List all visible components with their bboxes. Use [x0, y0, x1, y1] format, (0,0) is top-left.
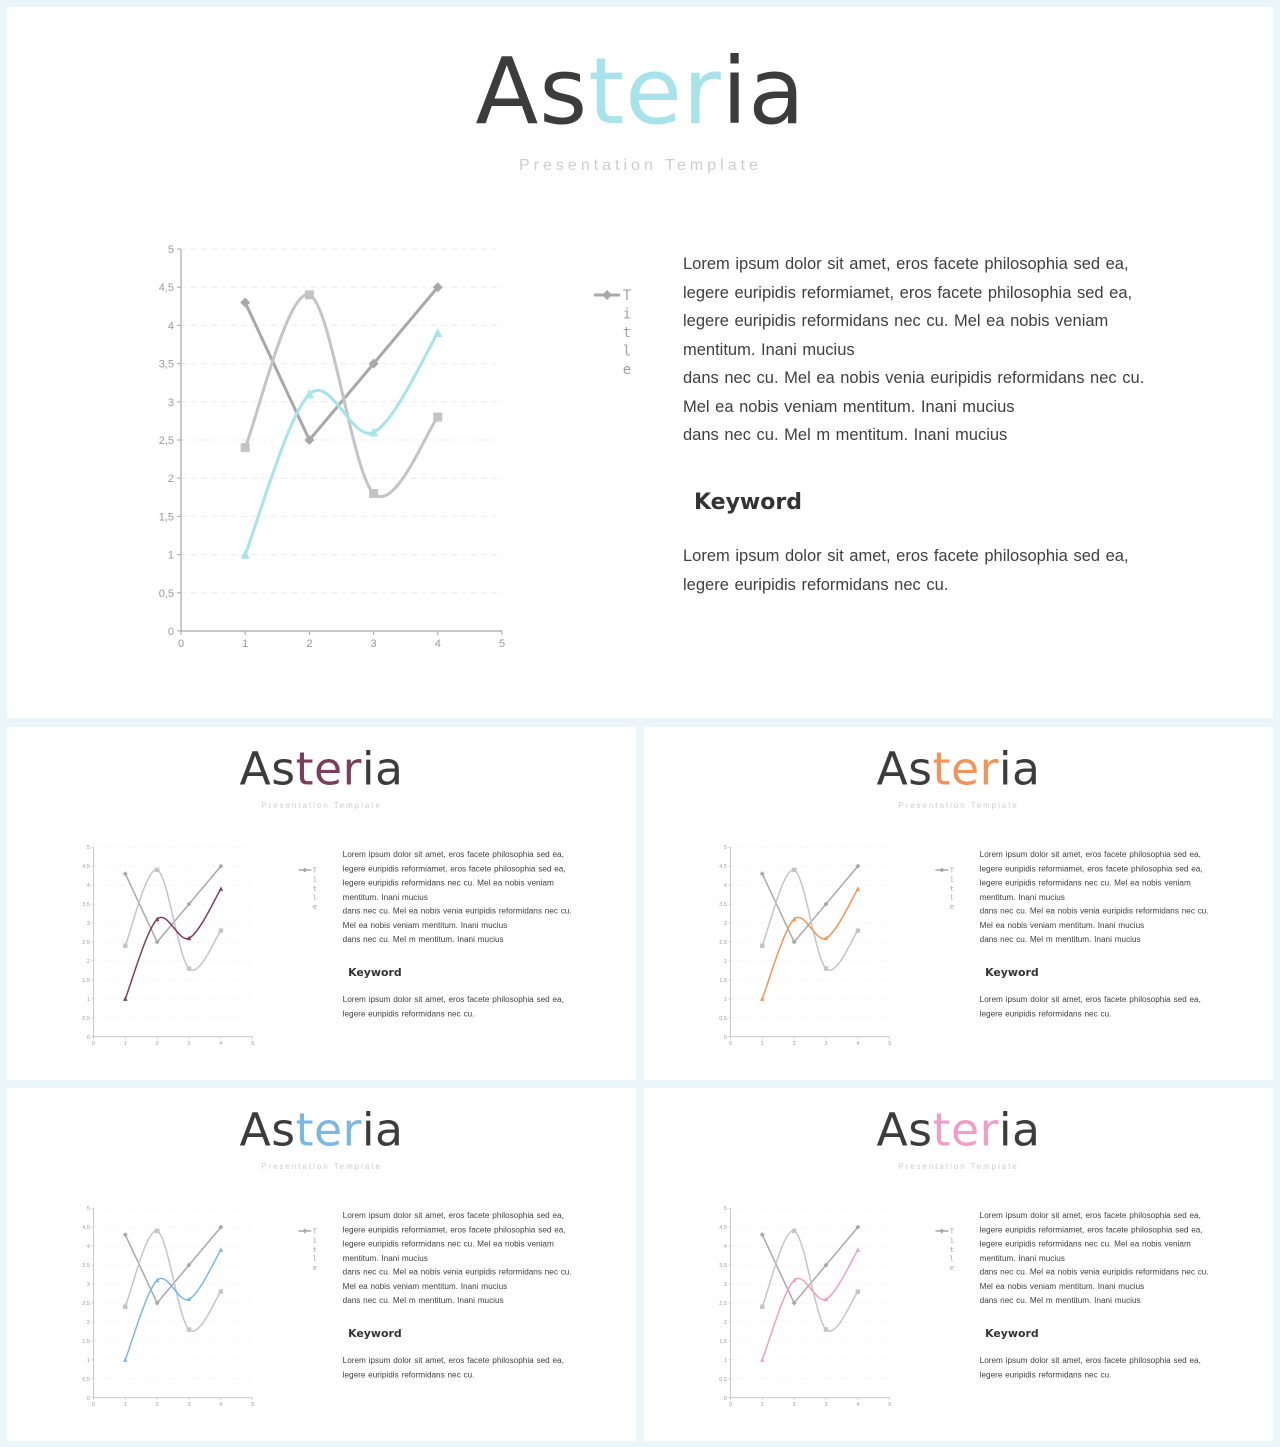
chart-legend	[298, 866, 317, 911]
keyword-paragraph	[343, 993, 591, 1021]
y-tick-label: 1	[723, 1357, 727, 1364]
paragraph-line: Mel ea nobis veniam mentitum. Inani mucius	[979, 1281, 1145, 1291]
paragraph-line: Lorem ipsum dolor sit amet, eros facete philosophia sed ea,	[979, 1211, 1201, 1221]
x-tick-label: 2	[155, 1040, 159, 1047]
y-tick-label: 0	[86, 1034, 90, 1041]
y-tick-label: 0	[86, 1395, 90, 1402]
paragraph-line: dans nec cu. Mel ea nobis venia euripidis reformidans nec cu.	[683, 369, 1145, 387]
paragraph-line: legere euripidis reformiamet, eros facete philosophia sed ea,	[342, 1225, 566, 1235]
triangle-marker	[241, 550, 250, 559]
keyword-heading: Keyword	[985, 1327, 1039, 1341]
y-tick-label: 0,5	[719, 1015, 727, 1022]
square-marker	[824, 966, 828, 970]
slide-title	[644, 744, 1273, 794]
body-paragraph	[343, 848, 591, 947]
y-tick-label: 2	[723, 1319, 727, 1326]
y-tick-label: 0,5	[719, 1376, 727, 1383]
x-tick-label: 3	[370, 638, 377, 650]
x-tick-label: 4	[434, 638, 441, 650]
y-tick-label: 4	[723, 883, 727, 890]
legend-label: T i t l e	[949, 866, 954, 912]
legend-label: T i t l e	[622, 288, 632, 378]
paragraph-line: Lorem ipsum dolor sit amet, eros facete philosophia sed ea,	[342, 1356, 564, 1366]
y-tick-label: 3,5	[158, 358, 174, 371]
y-tick-label: 1	[86, 996, 90, 1003]
triangle-marker	[123, 1357, 127, 1361]
triangle-marker	[760, 996, 764, 1000]
triangle-marker	[760, 1357, 764, 1361]
title-part-3: ia	[998, 742, 1041, 796]
paragraph-line: Lorem ipsum dolor sit amet, eros facete philosophia sed ea,	[979, 995, 1201, 1005]
y-tick-label: 4,5	[719, 864, 727, 871]
x-tick-label: 4	[856, 1401, 860, 1408]
triangle-marker	[219, 886, 223, 890]
paragraph-line: Mel ea nobis veniam mentitum. Inani mucius	[683, 397, 1015, 416]
gridlines	[730, 1208, 889, 1379]
paragraph-line: dans nec cu. Mel m mentitum. Inani mucius	[979, 935, 1141, 944]
square-marker	[219, 928, 223, 932]
diamond-marker	[123, 1232, 128, 1237]
x-tick-label: 4	[219, 1401, 223, 1408]
x-tick-label: 0	[728, 1401, 732, 1408]
paragraph-line: legere euripidis reformidans nec cu.	[979, 1009, 1112, 1019]
y-tick-label: 4	[86, 1244, 90, 1251]
diamond-marker	[760, 1232, 765, 1237]
y-tick-label: 1,5	[82, 977, 90, 984]
square-marker	[369, 489, 378, 498]
keyword-heading: Keyword	[348, 1327, 402, 1341]
body-paragraph	[980, 1209, 1228, 1308]
slide-subtitle: Presentation Template	[261, 801, 382, 810]
paragraph-line: legere euripidis reformidans nec cu. Mel ea nobis veniam	[683, 312, 1109, 330]
series-2	[123, 1229, 223, 1332]
square-marker	[187, 966, 191, 970]
series-2	[760, 1229, 860, 1332]
x-tick-label: 0	[177, 638, 185, 650]
x-tick-label: 1	[760, 1040, 764, 1047]
paragraph-line: Mel ea nobis veniam mentitum. Inani mucius	[342, 1281, 508, 1291]
y-tick-label: 0,5	[82, 1015, 90, 1022]
square-marker	[123, 944, 127, 948]
title-part-2-accent: ter	[588, 38, 722, 145]
y-tick-label: 2,5	[82, 1300, 90, 1307]
paragraph-line: legere euripidis reformidans nec cu.	[979, 1370, 1112, 1380]
x-tick-label: 5	[251, 1040, 255, 1047]
series-2	[760, 868, 860, 971]
y-tick-label: 4,5	[82, 1225, 90, 1232]
x-tick-label: 2	[792, 1040, 796, 1047]
paragraph-line: legere euripidis reformiamet, eros facete philosophia sed ea,	[342, 864, 566, 874]
line-chart	[142, 237, 652, 667]
y-tick-label: 2,5	[719, 1300, 727, 1307]
y-tick-label: 2	[86, 958, 90, 965]
y-tick-label: 0	[723, 1034, 727, 1041]
y-tick-label: 1,5	[719, 1338, 727, 1345]
keyword-heading: Keyword	[694, 490, 802, 515]
series-2	[241, 290, 443, 498]
y-tick-label: 3	[723, 921, 727, 928]
y-tick-label: 3	[86, 921, 90, 928]
square-marker	[241, 443, 250, 452]
slide-subtitle: Presentation Template	[898, 801, 1019, 810]
square-marker	[433, 413, 442, 422]
y-tick-label: 4	[723, 1244, 727, 1251]
slide-thumbnail-plum	[7, 727, 636, 1080]
chart-legend	[935, 866, 954, 911]
body-paragraph	[980, 848, 1228, 947]
paragraph-line: mentitum. Inani mucius	[342, 892, 428, 902]
y-tick-label: 0,5	[158, 587, 174, 600]
slide-title	[7, 744, 636, 794]
line-chart	[74, 1202, 327, 1415]
y-tick-label: 1,5	[82, 1338, 90, 1345]
paragraph-line: legere euripidis reformiamet, eros facete philosophia sed ea,	[979, 864, 1203, 874]
square-marker	[187, 1327, 191, 1331]
title-part-3: ia	[998, 1103, 1041, 1157]
legend-label: T i t l e	[312, 1227, 317, 1273]
x-tick-label: 2	[792, 1401, 796, 1408]
paragraph-line: dans nec cu. Mel m mentitum. Inani mucius	[683, 426, 1008, 444]
keyword-heading: Keyword	[348, 966, 402, 980]
diamond-marker	[602, 290, 612, 300]
title-part-1: As	[876, 1103, 933, 1157]
triangle-marker	[123, 996, 127, 1000]
title-part-2-accent: ter	[295, 1103, 362, 1157]
square-marker	[123, 1305, 127, 1309]
square-marker	[824, 1327, 828, 1331]
keyword-paragraph	[980, 993, 1228, 1021]
diamond-marker	[939, 1229, 944, 1234]
y-tick-label: 5	[86, 845, 90, 852]
line-chart	[74, 841, 327, 1054]
square-marker	[155, 868, 159, 872]
x-tick-label: 5	[498, 638, 506, 650]
paragraph-line: legere euripidis reformidans nec cu. Mel ea nobis veniam	[342, 1239, 554, 1249]
x-tick-label: 5	[888, 1401, 892, 1408]
paragraph-line: legere euripidis reformidans nec cu.	[342, 1370, 475, 1380]
x-tick-label: 5	[251, 1401, 255, 1408]
paragraph-line: dans nec cu. Mel ea nobis venia euripidis reformidans nec cu.	[342, 906, 572, 916]
paragraph-line: dans nec cu. Mel m mentitum. Inani mucius	[342, 1296, 504, 1305]
y-tick-label: 4	[86, 883, 90, 890]
x-tick-label: 5	[888, 1040, 892, 1047]
title-part-1: As	[239, 742, 296, 796]
triangle-marker	[433, 328, 442, 337]
y-tick-label: 1,5	[719, 977, 727, 984]
paragraph-line: Lorem ipsum dolor sit amet, eros facete philosophia sed ea,	[342, 995, 564, 1005]
slide-title	[7, 1105, 636, 1155]
y-tick-label: 3	[167, 396, 174, 409]
paragraph-line: Lorem ipsum dolor sit amet, eros facete philosophia sed ea,	[342, 850, 564, 860]
slide-thumbnail-pink	[644, 1088, 1273, 1441]
title-part-3: ia	[361, 742, 404, 796]
paragraph-line: legere euripidis reformidans nec cu. Mel ea nobis veniam	[979, 1239, 1191, 1249]
line-chart	[711, 1202, 964, 1415]
square-marker	[760, 1305, 764, 1309]
keyword-paragraph	[980, 1354, 1228, 1382]
y-tick-label: 4,5	[719, 1225, 727, 1232]
title-part-2-accent: ter	[295, 742, 362, 796]
y-tick-label: 3	[86, 1282, 90, 1289]
paragraph-line: dans nec cu. Mel m mentitum. Inani mucius	[979, 1296, 1141, 1305]
x-tick-label: 0	[91, 1401, 95, 1408]
triangle-marker	[856, 1247, 860, 1251]
gridlines	[93, 847, 252, 1018]
slide-main	[7, 7, 1273, 718]
legend-label: T i t l e	[949, 1227, 954, 1273]
paragraph-line: legere euripidis reformidans nec cu.	[683, 575, 949, 594]
body-paragraph	[683, 250, 1183, 450]
x-tick-label: 1	[760, 1401, 764, 1408]
y-tick-label: 5	[723, 1206, 727, 1213]
diamond-marker	[240, 297, 250, 307]
y-tick-label: 2,5	[158, 435, 174, 447]
x-tick-label: 0	[91, 1040, 95, 1047]
y-tick-label: 2	[86, 1319, 90, 1326]
y-tick-label: 5	[86, 1206, 90, 1213]
y-tick-label: 0,5	[82, 1376, 90, 1383]
y-tick-label: 2,5	[82, 939, 90, 946]
y-tick-label: 3,5	[719, 902, 727, 909]
paragraph-line: mentitum. Inani mucius	[979, 1253, 1065, 1263]
keyword-paragraph	[683, 542, 1183, 599]
square-marker	[155, 1229, 159, 1233]
triangle-marker	[856, 886, 860, 890]
paragraph-line: legere euripidis reformidans nec cu. Mel ea nobis veniam	[979, 878, 1191, 888]
paragraph-line: Lorem ipsum dolor sit amet, eros facete philosophia sed ea,	[979, 850, 1201, 860]
gridlines	[730, 847, 889, 1018]
y-tick-label: 0	[723, 1395, 727, 1402]
title-part-1: As	[876, 742, 933, 796]
y-tick-label: 4,5	[82, 864, 90, 871]
title-part-1: As	[239, 1103, 296, 1157]
paragraph-line: Lorem ipsum dolor sit amet, eros facete philosophia sed ea,	[979, 1356, 1201, 1366]
diamond-marker	[760, 871, 765, 876]
slide-subtitle: Presentation Template	[898, 1162, 1019, 1171]
slide-thumbnail-blue	[7, 1088, 636, 1441]
x-tick-label: 3	[187, 1401, 191, 1408]
slide-title	[7, 38, 1273, 145]
paragraph-line: dans nec cu. Mel ea nobis venia euripidis reformidans nec cu.	[342, 1267, 572, 1277]
x-tick-label: 1	[242, 638, 249, 650]
square-marker	[219, 1289, 223, 1293]
line-chart	[711, 841, 964, 1054]
paragraph-line: mentitum. Inani mucius	[979, 892, 1065, 902]
x-tick-label: 4	[856, 1040, 860, 1047]
gridlines	[181, 249, 502, 593]
paragraph-line: dans nec cu. Mel ea nobis venia euripidis reformidans nec cu.	[979, 1267, 1209, 1277]
x-tick-label: 2	[306, 638, 313, 650]
slide-title	[644, 1105, 1273, 1155]
paragraph-line: legere euripidis reformiamet, eros facete philosophia sed ea,	[979, 1225, 1203, 1235]
y-tick-label: 1	[167, 549, 174, 562]
gridlines	[93, 1208, 252, 1379]
chart-legend	[298, 1227, 317, 1272]
series-2	[123, 868, 223, 971]
square-marker	[760, 944, 764, 948]
keyword-paragraph	[343, 1354, 591, 1382]
paragraph-line: Lorem ipsum dolor sit amet, eros facete philosophia sed ea,	[683, 547, 1129, 565]
paragraph-line: Mel ea nobis veniam mentitum. Inani mucius	[342, 920, 508, 930]
y-tick-label: 2	[167, 473, 174, 486]
x-tick-label: 1	[123, 1401, 127, 1408]
slide-thumbnail-orange	[644, 727, 1273, 1080]
paragraph-line: Lorem ipsum dolor sit amet, eros facete philosophia sed ea,	[683, 255, 1129, 273]
square-marker	[792, 1229, 796, 1233]
diamond-marker	[302, 868, 307, 873]
chart-legend	[594, 288, 632, 378]
y-tick-label: 3	[723, 1282, 727, 1289]
paragraph-line: legere euripidis reformidans nec cu.	[342, 1009, 475, 1019]
x-tick-label: 2	[155, 1401, 159, 1408]
paragraph-line: mentitum. Inani mucius	[342, 1253, 428, 1263]
paragraph-line: Mel ea nobis veniam mentitum. Inani mucius	[979, 920, 1145, 930]
title-part-3: ia	[721, 38, 806, 145]
keyword-heading: Keyword	[985, 966, 1039, 980]
title-part-2-accent: ter	[932, 742, 999, 796]
paragraph-line: mentitum. Inani mucius	[683, 340, 855, 359]
x-tick-label: 3	[187, 1040, 191, 1047]
x-tick-label: 3	[824, 1040, 828, 1047]
y-tick-label: 4,5	[158, 282, 174, 295]
triangle-marker	[219, 1247, 223, 1251]
square-marker	[305, 290, 314, 299]
diamond-marker	[123, 871, 128, 876]
paragraph-line: dans nec cu. Mel ea nobis venia euripidis reformidans nec cu.	[979, 906, 1209, 916]
paragraph-line: legere euripidis reformiamet, eros facete philosophia sed ea,	[683, 283, 1133, 302]
y-tick-label: 3,5	[82, 902, 90, 909]
slide-subtitle: Presentation Template	[519, 157, 762, 174]
y-tick-label: 3,5	[82, 1263, 90, 1270]
paragraph-line: dans nec cu. Mel m mentitum. Inani mucius	[342, 935, 504, 944]
paragraph-line: legere euripidis reformidans nec cu. Mel ea nobis veniam	[342, 878, 554, 888]
y-tick-label: 0	[167, 626, 174, 638]
y-tick-label: 5	[723, 845, 727, 852]
square-marker	[792, 868, 796, 872]
title-part-1: As	[475, 38, 589, 145]
x-tick-label: 4	[219, 1040, 223, 1047]
y-tick-label: 3,5	[719, 1263, 727, 1270]
chart-legend	[935, 1227, 954, 1272]
title-part-2-accent: ter	[932, 1103, 999, 1157]
y-tick-label: 1	[723, 996, 727, 1003]
diamond-marker	[302, 1229, 307, 1234]
x-tick-label: 0	[728, 1040, 732, 1047]
y-tick-label: 5	[167, 244, 174, 256]
y-tick-label: 1	[86, 1357, 90, 1364]
y-tick-label: 2,5	[719, 939, 727, 946]
y-tick-label: 1,5	[158, 511, 174, 524]
title-part-3: ia	[361, 1103, 404, 1157]
x-tick-label: 1	[123, 1040, 127, 1047]
y-tick-label: 2	[723, 958, 727, 965]
square-marker	[856, 928, 860, 932]
x-tick-label: 3	[824, 1401, 828, 1408]
legend-label: T i t l e	[312, 866, 317, 912]
slide-subtitle: Presentation Template	[261, 1162, 382, 1171]
square-marker	[856, 1289, 860, 1293]
paragraph-line: Lorem ipsum dolor sit amet, eros facete philosophia sed ea,	[342, 1211, 564, 1221]
y-tick-label: 4	[167, 320, 174, 333]
diamond-marker	[939, 868, 944, 873]
body-paragraph	[343, 1209, 591, 1308]
